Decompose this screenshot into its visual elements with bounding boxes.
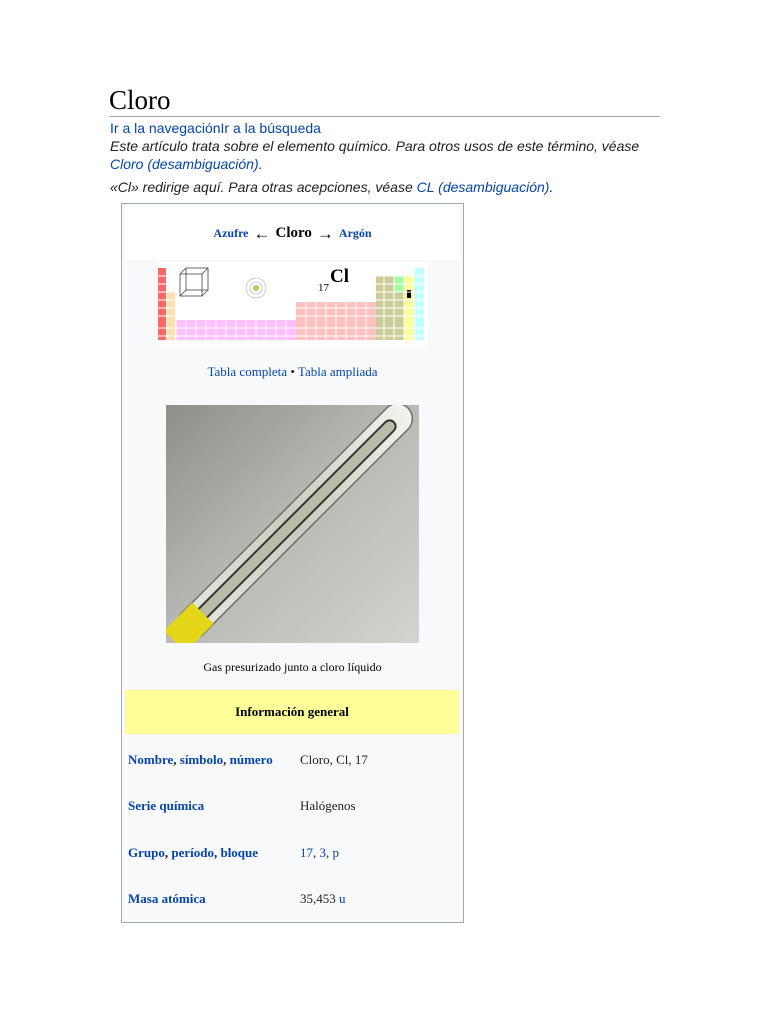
atomic-number	[318, 282, 329, 294]
hatnote-period: .	[258, 156, 263, 172]
atomic-number-value: 17	[318, 282, 329, 294]
jump-to-navigation-link[interactable]: Ir a la navegación	[110, 120, 221, 136]
period-link[interactable]: período	[171, 845, 214, 860]
full-table-link[interactable]: Tabla completa	[207, 364, 288, 379]
atomic-mass-link[interactable]: Masa atómica	[128, 891, 206, 906]
hatnote-text: «Cl» redirige aquí. Para otras acepciones, véase	[110, 179, 417, 195]
block-link[interactable]: bloque	[220, 845, 259, 860]
block-value-link[interactable]: p	[332, 845, 339, 860]
period-value-link[interactable]: 3	[319, 845, 326, 860]
chlorine-photo[interactable]	[166, 405, 419, 643]
table-links	[122, 364, 463, 380]
atomic-mass-unit-link[interactable]: u	[339, 891, 346, 906]
section-header-general-info: Información general	[125, 690, 459, 734]
hatnote-text: Este artículo trata sobre el elemento químico. Para otros usos de este término, véase	[110, 138, 640, 154]
row-label: Nombre, símbolo, número	[128, 752, 273, 767]
row-value: 17, 3, p	[300, 845, 339, 860]
row-label: Grupo, período, bloque	[128, 845, 259, 860]
liquid-chlorine-ampoule-image	[166, 405, 419, 643]
hatnote-period: .	[549, 179, 554, 195]
atomic-mass-value: 35,453	[300, 891, 336, 906]
halogens-link[interactable]: Halógenos	[300, 798, 356, 813]
page-title: Cloro	[109, 85, 171, 115]
bullet-separator: •	[290, 364, 295, 379]
symbol-link[interactable]: símbolo	[179, 752, 224, 767]
title-divider	[109, 116, 660, 117]
arrow-right-icon: →	[316, 223, 334, 243]
periodic-table-locator[interactable]	[158, 262, 428, 346]
periodic-table-graphic	[158, 262, 428, 346]
group-value-link[interactable]: 17	[300, 845, 313, 860]
current-element-name: Cloro	[275, 225, 312, 241]
element-symbol: Cl	[330, 266, 349, 287]
group-link[interactable]: Grupo	[128, 845, 165, 860]
chemical-series-link[interactable]: Serie química	[128, 798, 205, 813]
hatnote-disambiguation	[110, 137, 662, 173]
photo-caption: Gas presurizado junto a cloro líquido	[203, 660, 382, 674]
prev-element-link[interactable]: Azufre	[213, 226, 249, 240]
extended-table-link[interactable]: Tabla ampliada	[297, 364, 378, 379]
next-element-link[interactable]: Argón	[338, 226, 372, 240]
name-link[interactable]: Nombre	[128, 752, 174, 767]
element-infobox	[121, 203, 464, 923]
jump-to-search-link[interactable]: Ir a la búsqueda	[220, 120, 321, 136]
number-link[interactable]: número	[229, 752, 273, 767]
row-value: Cloro, Cl, 17	[300, 752, 368, 767]
jump-links	[110, 120, 321, 137]
cl-disambiguation-link[interactable]: CL (desambiguación)	[416, 179, 550, 195]
hatnote-redirect	[110, 178, 662, 196]
row-value	[300, 891, 346, 907]
arrow-left-icon: ←	[253, 223, 271, 243]
cloro-disambiguation-link[interactable]: Cloro (desambiguación)	[110, 156, 259, 172]
element-navigation	[125, 207, 460, 260]
